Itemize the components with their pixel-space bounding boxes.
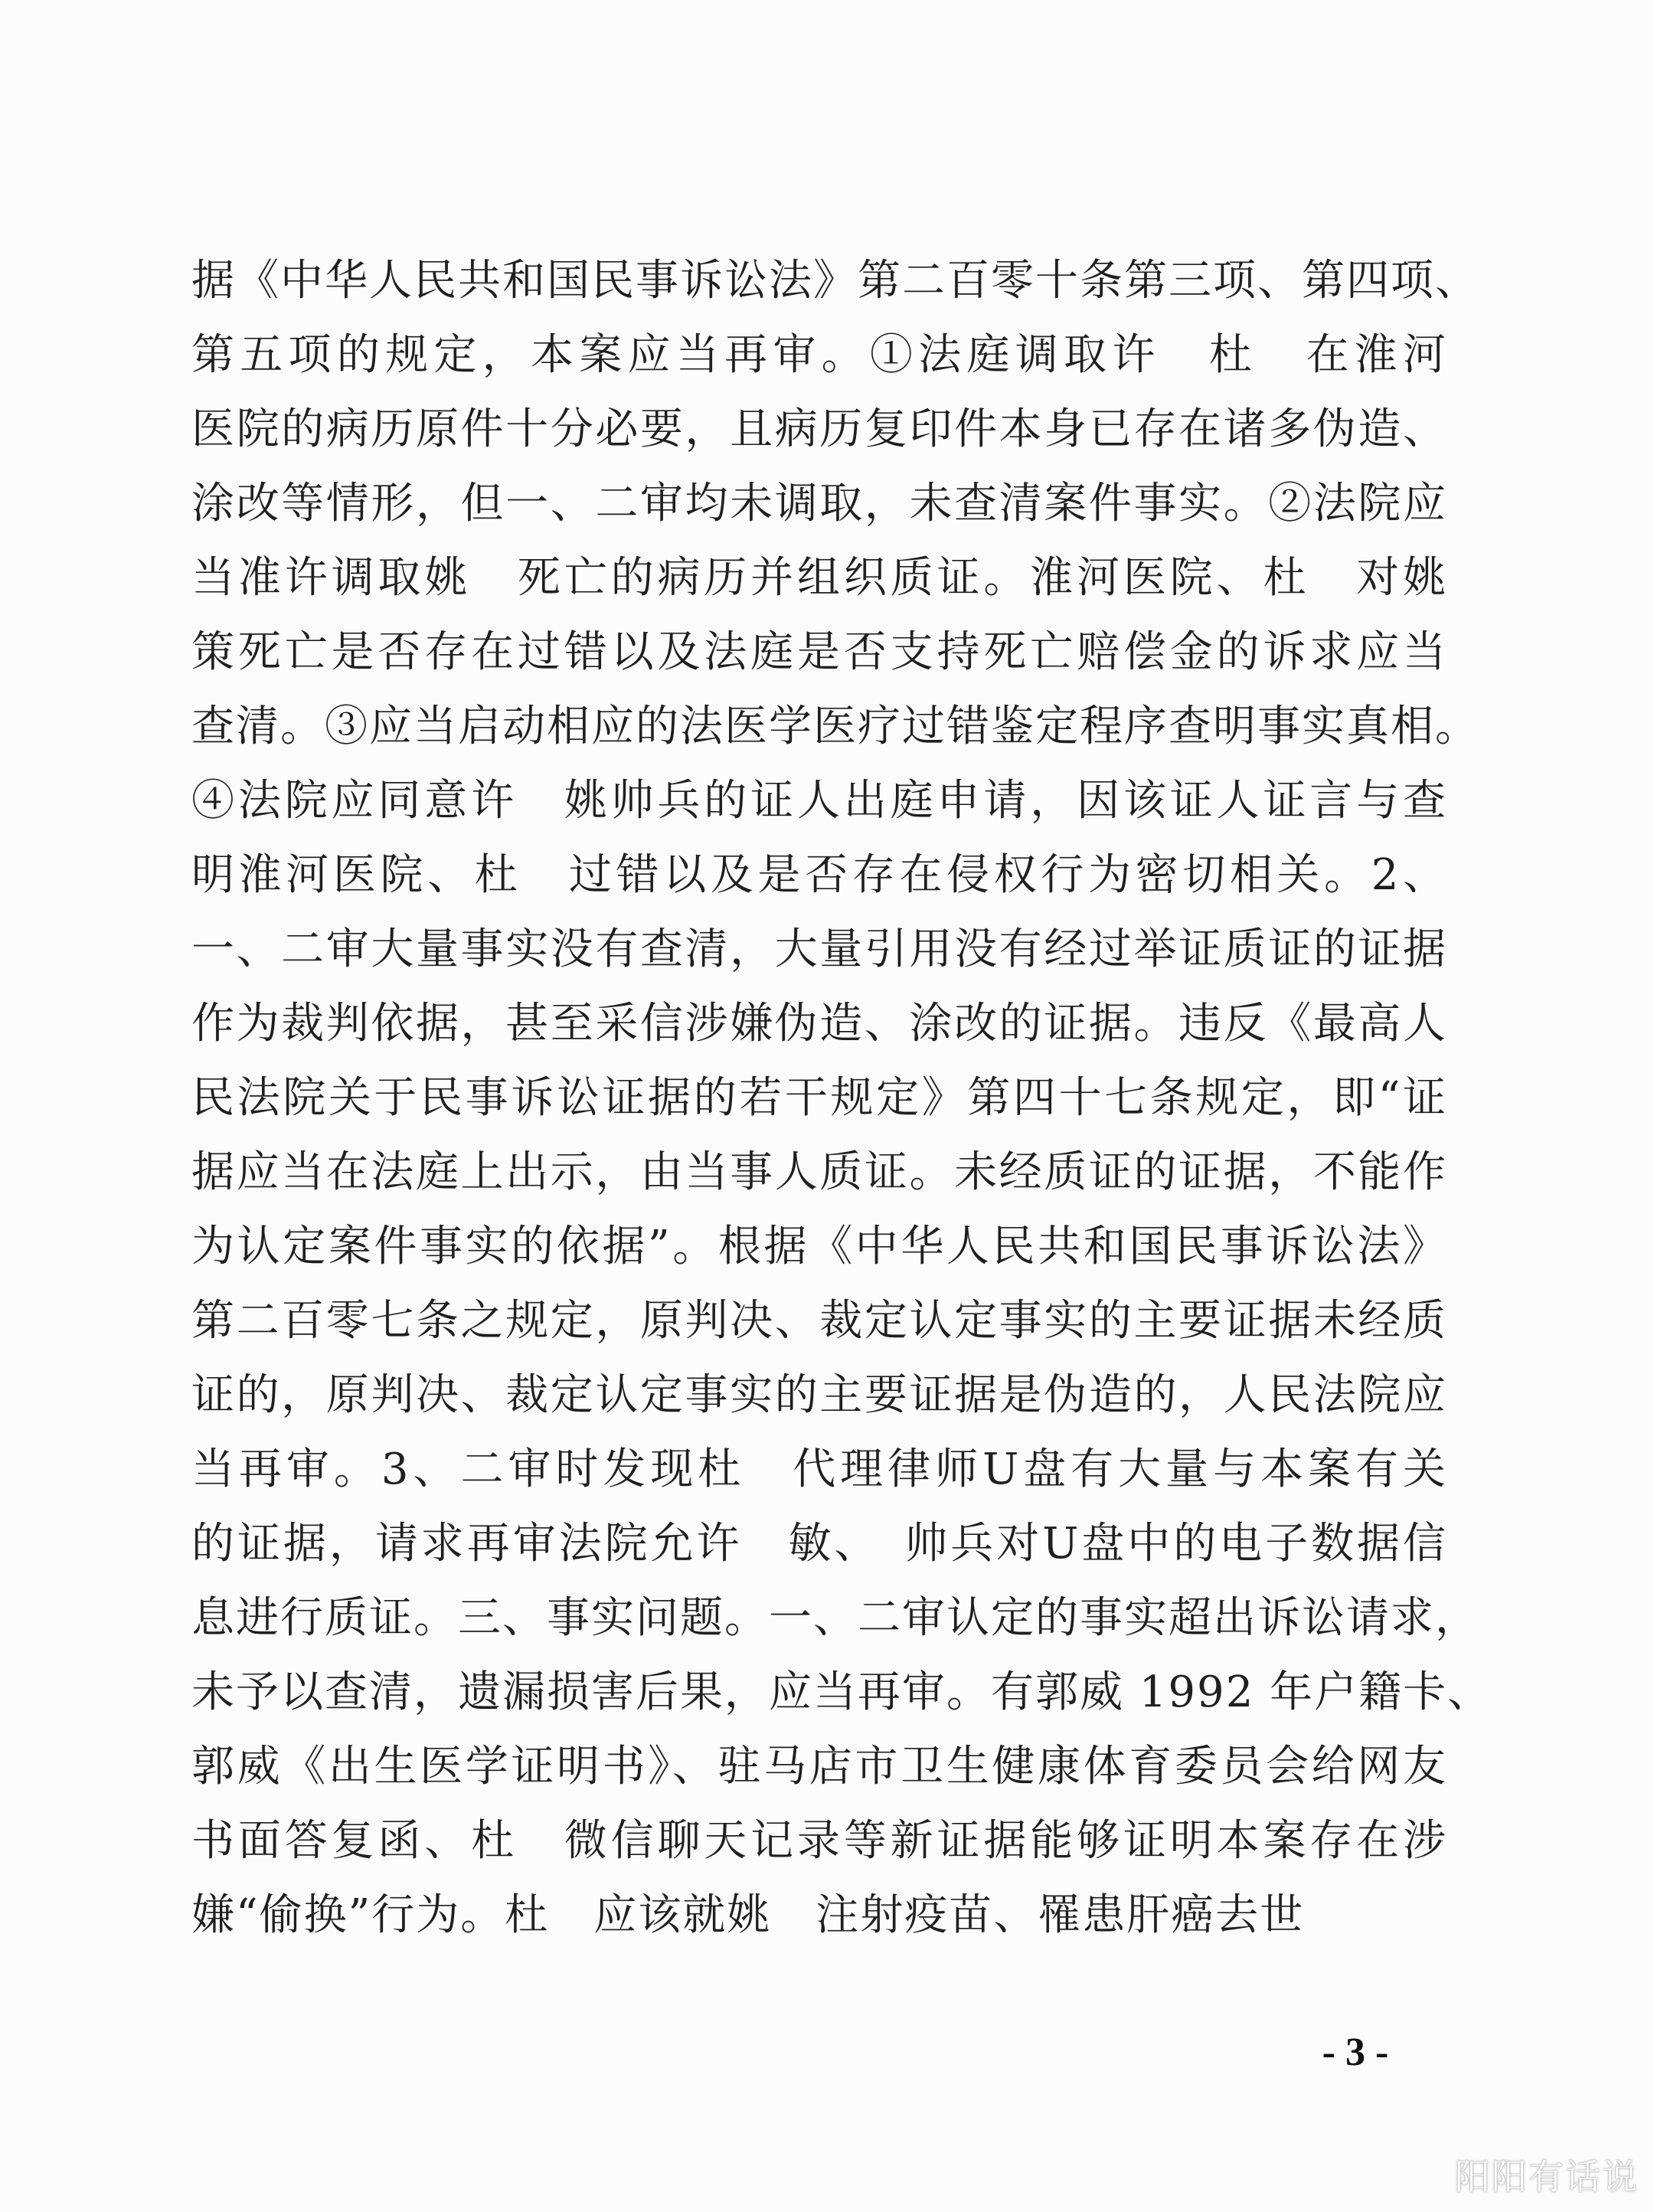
text-line: 涂改等情形，但一、二审均未调取，未查清案件事实。②法院应 [191, 479, 1447, 528]
text-line: 明淮河医院、杜 过错以及是否存在侵权行为密切相关。2、 [191, 850, 1447, 900]
text-line: 息进行质证。三、事实问题。一、二审认定的事实超出诉讼请求， [191, 1593, 1479, 1643]
page-number: - 3 - [1322, 2030, 1389, 2074]
text-line: 的证据，请求再审法院允许 敏、 帅兵对U盘中的电子数据信 [191, 1519, 1447, 1569]
text-line: 嫌“偷换”行为。杜 应该就姚 注射疫苗、罹患肝癌去世 [191, 1890, 1305, 1940]
text-line: 作为裁判依据，甚至采信涉嫌伪造、涂改的证据。违反《最高人 [191, 999, 1447, 1049]
text-line: 查清。③应当启动相应的法医学医疗过错鉴定程序查明事实真相。 [191, 702, 1479, 751]
text-line: 书面答复函、杜 微信聊天记录等新证据能够证明本案存在涉 [191, 1816, 1447, 1866]
text-line: 策死亡是否存在过错以及法庭是否支持死亡赔偿金的诉求应当 [191, 627, 1447, 677]
text-line: ④法院应同意许 姚帅兵的证人出庭申请，因该证人证言与查 [191, 776, 1447, 826]
text-line: 第五项的规定，本案应当再审。①法庭调取许 杜 在淮河 [191, 330, 1447, 380]
text-line: 为认定案件事实的依据”。根据《中华人民共和国民事诉讼法》 [191, 1222, 1447, 1271]
text-line: 当准许调取姚 死亡的病历并组织质证。淮河医院、杜 对姚 [191, 553, 1447, 603]
text-line: 郭威《出生医学证明书》、驻马店市卫生健康体育委员会给网友 [191, 1742, 1447, 1792]
text-line: 当再审。3、二审时发现杜 代理律师U盘有大量与本案有关 [191, 1445, 1447, 1494]
text-line: 一、二审大量事实没有查清，大量引用没有经过举证质证的证据 [191, 924, 1447, 974]
body-text [191, 244, 1492, 1952]
text-line: 据应当在法庭上出示，由当事人质证。未经质证的证据，不能作 [191, 1147, 1447, 1197]
text-line: 据《中华人民共和国民事诉讼法》第二百零十条第三项、第四项、 [191, 256, 1479, 306]
text-line: 第二百零七条之规定，原判决、裁定认定事实的主要证据未经质 [191, 1296, 1447, 1346]
text-line: 证的，原判决、裁定认定事实的主要证据是伪造的，人民法院应 [191, 1370, 1447, 1420]
watermark: 阳阳有话说 [1455, 2156, 1639, 2197]
text-line: 医院的病历原件十分必要，且病历复印件本身已存在诸多伪造、 [191, 404, 1447, 454]
text-line: 未予以查清，遗漏损害后果，应当再审。有郭威 1992 年户籍卡、 [191, 1667, 1492, 1717]
text-line: 民法院关于民事诉讼证据的若干规定》第四十七条规定，即“证 [191, 1073, 1447, 1123]
